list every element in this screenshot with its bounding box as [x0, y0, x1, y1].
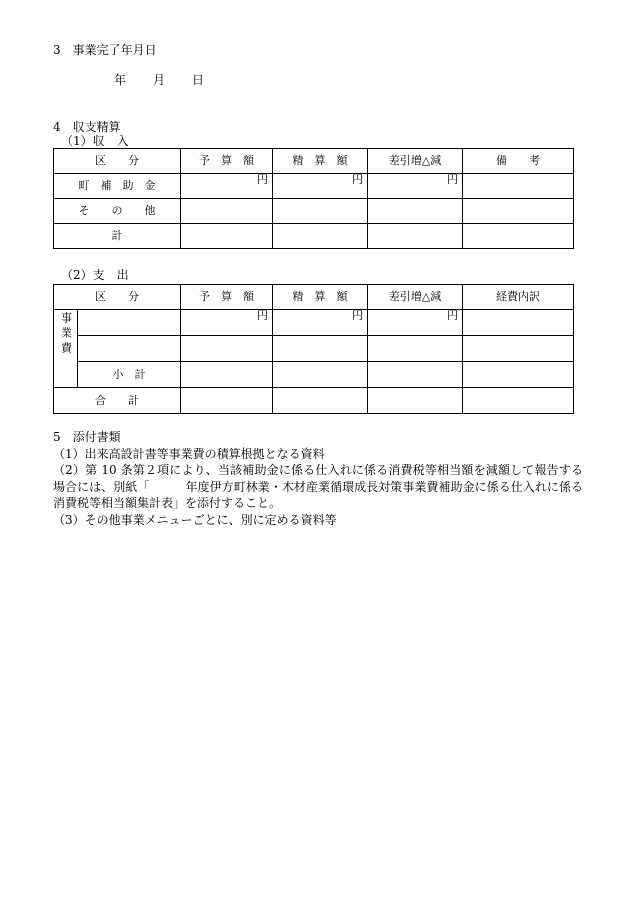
- expense-header-settlement: 精 算 額: [273, 285, 368, 310]
- expense-breakdown-cell: [463, 362, 574, 388]
- table-row: [54, 224, 574, 249]
- expense-subtotal-label: 小 計: [78, 362, 181, 388]
- income-remarks-cell: [463, 224, 574, 249]
- expense-budget-cell: [181, 362, 273, 388]
- expense-breakdown-cell: [463, 336, 574, 362]
- income-budget-cell: 円: [181, 174, 273, 199]
- expense-header-breakdown: 経費内訳: [463, 285, 574, 310]
- income-table: [53, 148, 574, 249]
- income-difference-cell: 円: [368, 174, 463, 199]
- attachment-item-2: （2）第 10 条第２項により、当該補助金に係る仕入れに係る消費税等相当額を減額して報告する場合には、別紙「 年度伊方町林業・木材産業循環成長対策事業費補助金に係る仕入れに係る消費税等相当額集計表」を添付すること。: [53, 463, 583, 510]
- expense-table: [53, 284, 574, 414]
- table-row: [54, 199, 574, 224]
- expense-budget-cell: [181, 388, 273, 414]
- income-row-label: 町 補 助 金: [54, 174, 181, 199]
- expense-group-label: 事業費: [59, 312, 73, 357]
- income-header-difference: 差引増△減: [368, 149, 463, 174]
- income-remarks-cell: [463, 199, 574, 224]
- expense-difference-cell: 円: [368, 310, 463, 336]
- expense-breakdown-cell: [463, 310, 574, 336]
- expense-breakdown-cell: [463, 388, 574, 414]
- attachment-item-1: （1）出来高設計書等事業費の積算根拠となる資料: [53, 447, 325, 461]
- income-difference-cell: [368, 224, 463, 249]
- expense-header-row: [54, 285, 574, 310]
- income-row-label: そ の 他: [54, 199, 181, 224]
- income-header-row: [54, 149, 574, 174]
- expense-settlement-cell: 円: [273, 310, 368, 336]
- income-header-settlement: 精 算 額: [273, 149, 368, 174]
- date-year: 年: [114, 73, 127, 87]
- attachment-item-3: （3）その他事業メニューごとに、別に定める資料等: [53, 513, 337, 527]
- table-row: [54, 336, 574, 362]
- section4-heading: 4 収支精算: [53, 120, 121, 134]
- income-row-label: 計: [54, 224, 181, 249]
- expense-budget-cell: 円: [181, 310, 273, 336]
- table-row: [54, 174, 574, 199]
- income-title: （1）収 入: [61, 134, 129, 148]
- expense-header-difference: 差引増△減: [368, 285, 463, 310]
- expense-settlement-cell: [273, 336, 368, 362]
- table-row: [54, 310, 574, 336]
- expense-item-cell: [78, 336, 181, 362]
- expense-budget-cell: [181, 336, 273, 362]
- expense-difference-cell: [368, 388, 463, 414]
- table-row: [54, 362, 574, 388]
- expense-settlement-cell: [273, 388, 368, 414]
- income-budget-cell: [181, 224, 273, 249]
- income-remarks-cell: [463, 174, 574, 199]
- income-settlement-cell: [273, 224, 368, 249]
- income-header-budget: 予 算 額: [181, 149, 273, 174]
- income-budget-cell: [181, 199, 273, 224]
- expense-total-label: 合 計: [54, 388, 181, 414]
- expense-header-budget: 予 算 額: [181, 285, 273, 310]
- income-settlement-cell: 円: [273, 174, 368, 199]
- expense-title: （2）支 出: [61, 268, 129, 282]
- expense-header-category: 区 分: [54, 285, 181, 310]
- income-difference-cell: [368, 199, 463, 224]
- expense-group-label-cell: [54, 310, 78, 388]
- income-header-category: 区 分: [54, 149, 181, 174]
- expense-settlement-cell: [273, 362, 368, 388]
- income-header-remarks: 備 考: [463, 149, 574, 174]
- table-row: [54, 388, 574, 414]
- expense-difference-cell: [368, 336, 463, 362]
- expense-difference-cell: [368, 362, 463, 388]
- section5-heading: 5 添付書類: [53, 430, 121, 444]
- expense-item-cell: [78, 310, 181, 336]
- date-day: 日: [192, 73, 205, 87]
- income-settlement-cell: [273, 199, 368, 224]
- date-month: 月: [153, 73, 166, 87]
- section3-heading: 3 事業完了年月日: [53, 43, 157, 57]
